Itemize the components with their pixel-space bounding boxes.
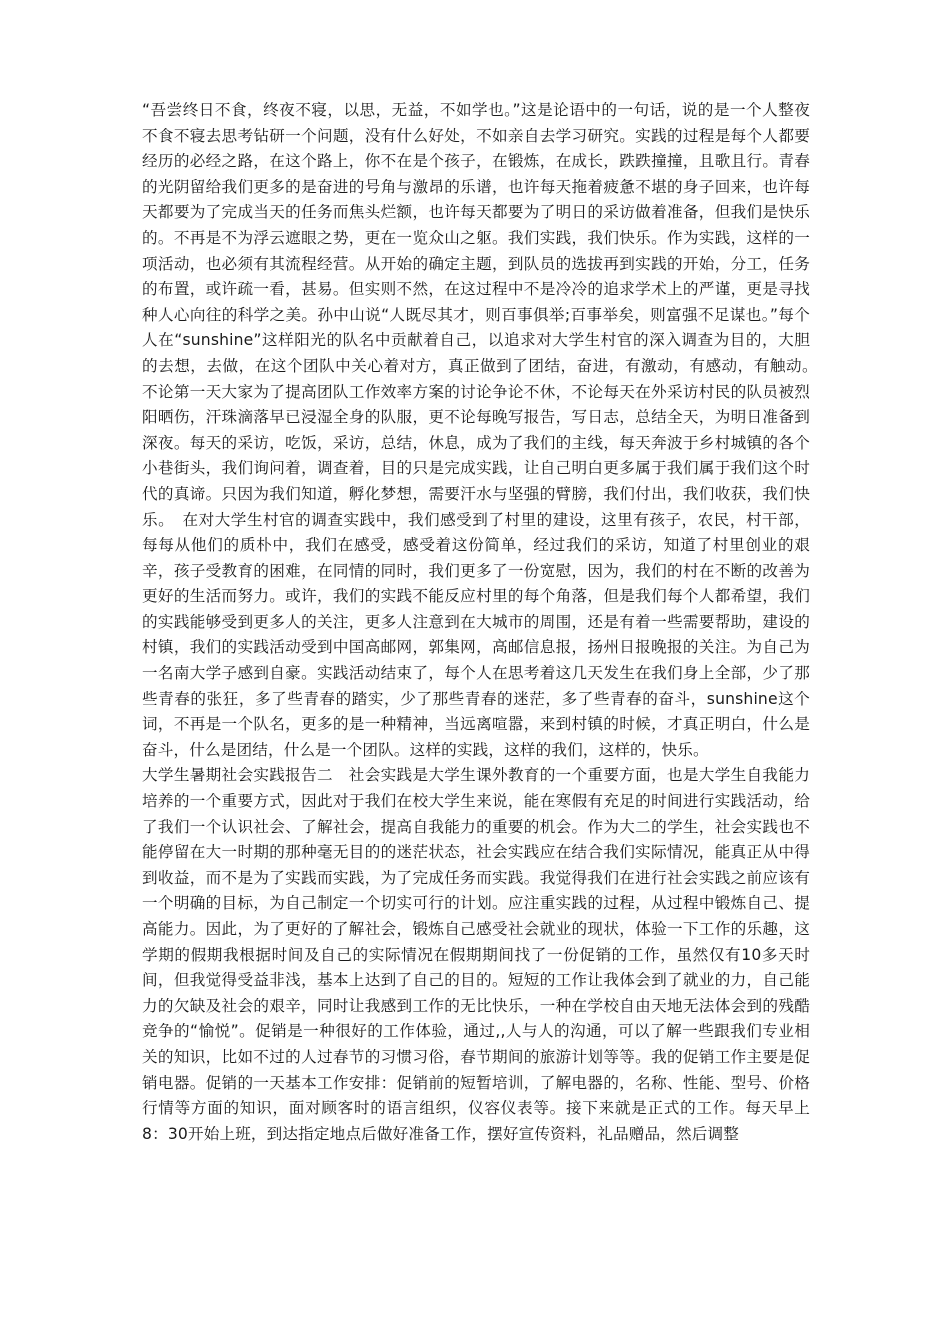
paragraph-practice-reflection: “吾尝终日不食，终夜不寝，以思，无益，不如学也。”这是论语中的一句话，说的是一个人整夜不食不寝去思考钻研一个问题，没有什么好处，不如亲自去学习研究。实践的过程是每个人都要经历的必经之路，在这个路上，你不在是个孩子，在锻炼，在成长，跌跌撞撞，且歌且行。青春的光阴留给我们更多的是奋进的号角与激昂的乐谱，也许每天拖着疲惫不堪的身子回来，也许每天都要为了完成当天的任务而焦头烂额，也许每天都要为了明日的采访做着准备，但我们是快乐的。不再是不为浮云遮眼之势，更在一览众山之躯。我们实践，我们快乐。作为实践，这样的一项活动，也必须有其流程经营。从开始的确定主题，到队员的选拔再到实践的开始，分工，任务的布置，或许疏一看，甚易。但实则不然，在这过程中不是冷冷的追求学术上的严谨，更是寻找种人心向往的科学之美。孙中山说“人既尽其才，则百事俱举;百事举矣，则富强不足谋也。”每个人在“sunshine”这样阳光的队名中贡献着自己，以追求对大学生村官的深入调查为目的，大胆的去想，去做，在这个团队中关心着对方，真正做到了团结，奋进，有激动，有感动，有触动。 不论第一天大家为了提高团队工作效率方案的讨论争论不休，不论每天在外采访村民的队员被烈阳晒伤，汗珠滴落早已浸湿全身的队服，更不论每晚写报告，写日志，总结全天，为明日准备到深夜。每天的采访，吃饭，采访，总结，休息，成为了我们的主线，每天奔波于乡村城镇的各个小巷街头，我们询问着，调查着，目的只是完成实践，让自己明白更多属于我们属于我们这个时代的真谛。只因为我们知道，孵化梦想，需要汗水与坚强的臂膀，我们付出，我们收获，我们快乐。 在对大学生村官的调查实践中，我们感受到了村里的建设，这里有孩子，农民，村干部，每每从他们的质朴中，我们在感受，感受着这份简单，经过我们的采访，知道了村里创业的艰辛，孩子受教育的困难，在同情的同时，我们更多了一份宽慰，因为，我们的村在不断的改善为更好的生活而努力。或许，我们的实践不能反应村里的每个角落，但是我们每个人都希望，我们的实践能够受到更多人的关注，更多人注意到在大城市的周围，还是有着一些需要帮助，建设的村镇，我们的实践活动受到中国高邮网，郭集网，高邮信息报，扬州日报晚报的关注。为自己为一名南大学子感到自豪。实践活动结束了，每个人在思考着这几天发生在我们身上全部，少了那些青春的张狂，多了些青春的踏实，少了那些青春的迷茫，多了些青春的奋斗，sunshine这个词，不再是一个队名，更多的是一种精神，当远离喧嚣，来到村镇的时候，才真正明白，什么是奋斗，什么是团结，什么是一个团队。这样的实践，这样的我们，这样的，快乐。 [142,101,826,759]
document-body [142,98,826,1147]
paragraph-practice-report-two: 大学生暑期社会实践报告二 社会实践是大学生课外教育的一个重要方面，也是大学生自我能力培养的一个重要方式，因此对于我们在校大学生来说，能在寒假有充足的时间进行实践活动，给了我们一个认识社会、了解社会，提高自我能力的重要的机会。作为大二的学生，社会实践也不能停留在大一时期的那种毫无目的的迷茫状态，社会实践应在结合我们实际情况，能真正从中得到收益，而不是为了实践而实践，为了完成任务而实践。我觉得我们在进行社会实践之前应该有一个明确的目标，为自己制定一个切实可行的计划。应注重实践的过程，从过程中锻炼自己、提高能力。因此，为了更好的了解社会，锻炼自己感受社会就业的现状，体验一下工作的乐趣，这学期的假期我根据时间及自己的实际情况在假期期间找了一份促销的工作，虽然仅有10多天时间，但我觉得受益非浅，基本上达到了自己的目的。短短的工作让我体会到了就业的力，自己能力的欠缺及社会的艰辛，同时让我感到工作的无比快乐，一种在学校自由天地无法体会到的残酷竞争的“愉悦”。促销是一种很好的工作体验，通过,,人与人的沟通，可以了解一些跟我们专业相关的知识，比如不过的人过春节的习惯习俗，春节期间的旅游计划等等。我的促销工作主要是促销电器。促销的一天基本工作安排：促销前的短暂培训，了解电器的，名称、性能、型号、价格行情等方面的知识，面对顾客时的语言组织，仪容仪表等。接下来就是正式的工作。每天早上8：30开始上班，到达指定地点后做好准备工作，摆好宣传资料，礼品赠品，然后调整 [142,766,810,1143]
